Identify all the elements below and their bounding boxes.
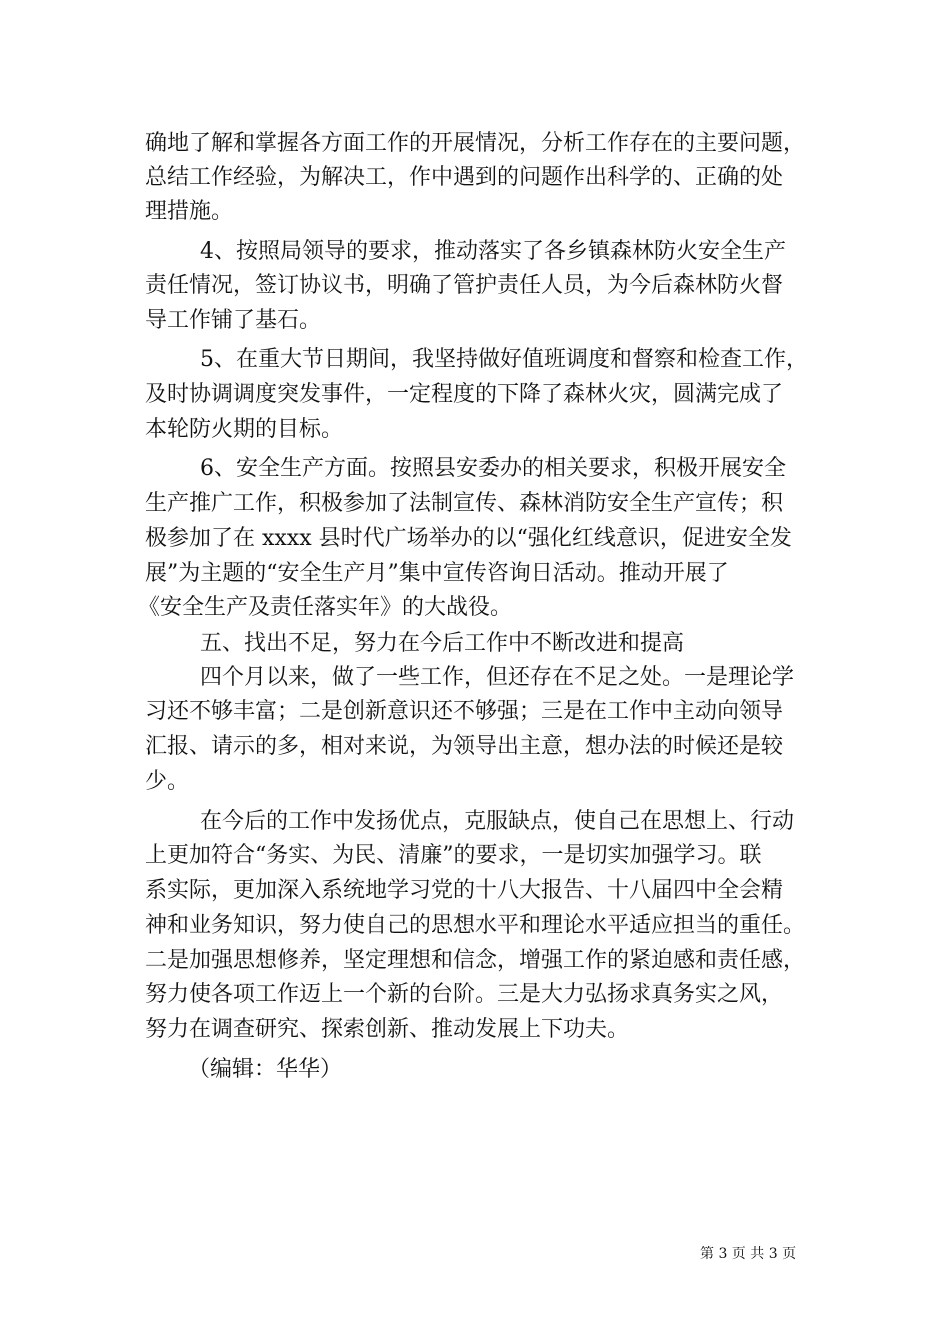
- text-line-17: 习还不够丰富；二是创新意识还不够强；三是在工作中主动向领导: [145, 699, 784, 724]
- text-line-12: 极参加了在 xxxx 县时代广场举办的以“强化红线意识，促进安全发: [145, 526, 792, 551]
- text-line-6: 导工作铺了基石。: [145, 308, 322, 333]
- text-line-20: 在今后的工作中发扬优点，克服缺点，使自己在思想上、行动: [200, 809, 795, 834]
- text-line-23: 神和业务知识，努力使自己的思想水平和理论水平适应担当的重任。: [145, 913, 806, 938]
- text-line-14: 《安全生产及责任落实年》的大战役。: [138, 595, 513, 620]
- text-line-16: 四个月以来，做了一些工作，但还存在不足之处。一是理论学: [200, 665, 795, 690]
- text-line-7: 5、在重大节日期间，我坚持做好值班调度和督察和检查工作，: [200, 347, 808, 372]
- text-line-21: 上更加符合“务实、为民、清廉”的要求，一是切实加强学习。联: [145, 843, 762, 868]
- text-line-18: 汇报、请示的多，相对来说，为领导出主意，想办法的时候还是较: [145, 734, 784, 759]
- text-line-13: 展”为主题的“安全生产月”集中宣传咨询日活动。推动开展了: [145, 561, 729, 586]
- text-line-26: 努力在调查研究、探索创新、推动发展上下功夫。: [145, 1017, 630, 1042]
- text-line-8: 及时协调调度突发事件，一定程度的下降了森林火灾，圆满完成了: [145, 382, 784, 407]
- text-line-25: 努力使各项工作迈上一个新的台阶。三是大力弘扬求真务实之风，: [145, 982, 784, 1007]
- page-footer: 第 3 页 共 3 页: [700, 1246, 797, 1262]
- text-line-2: 总结工作经验，为解决工，作中遇到的问题作出科学的、正确的处: [145, 165, 784, 190]
- text-line-1: 确地了解和掌握各方面工作的开展情况，分析工作存在的主要问题，: [145, 131, 806, 156]
- text-line-10: 6、安全生产方面。按照县安委办的相关要求，积极开展安全: [200, 456, 786, 481]
- editor-credit: （编辑：华华）: [188, 1057, 343, 1082]
- section-heading: 五、找出不足，努力在今后工作中不断改进和提高: [200, 631, 685, 656]
- text-line-19: 少。: [145, 769, 190, 794]
- text-line-9: 本轮防火期的目标。: [145, 417, 344, 442]
- text-line-24: 二是加强思想修养，坚定理想和信念，增强工作的紧迫感和责任感，: [145, 948, 806, 973]
- text-line-5: 责任情况，签订协议书，明确了管护责任人员，为今后森林防火督: [145, 273, 784, 298]
- text-line-3: 理措施。: [145, 199, 234, 224]
- text-line-22: 系实际，更加深入系统地学习党的十八大报告、十八届四中全会精: [145, 878, 784, 903]
- text-line-4: 4、按照局领导的要求，推动落实了各乡镇森林防火安全生产: [200, 239, 786, 264]
- text-line-11: 生产推广工作，积极参加了法制宣传、森林消防安全生产宣传；积: [145, 491, 784, 516]
